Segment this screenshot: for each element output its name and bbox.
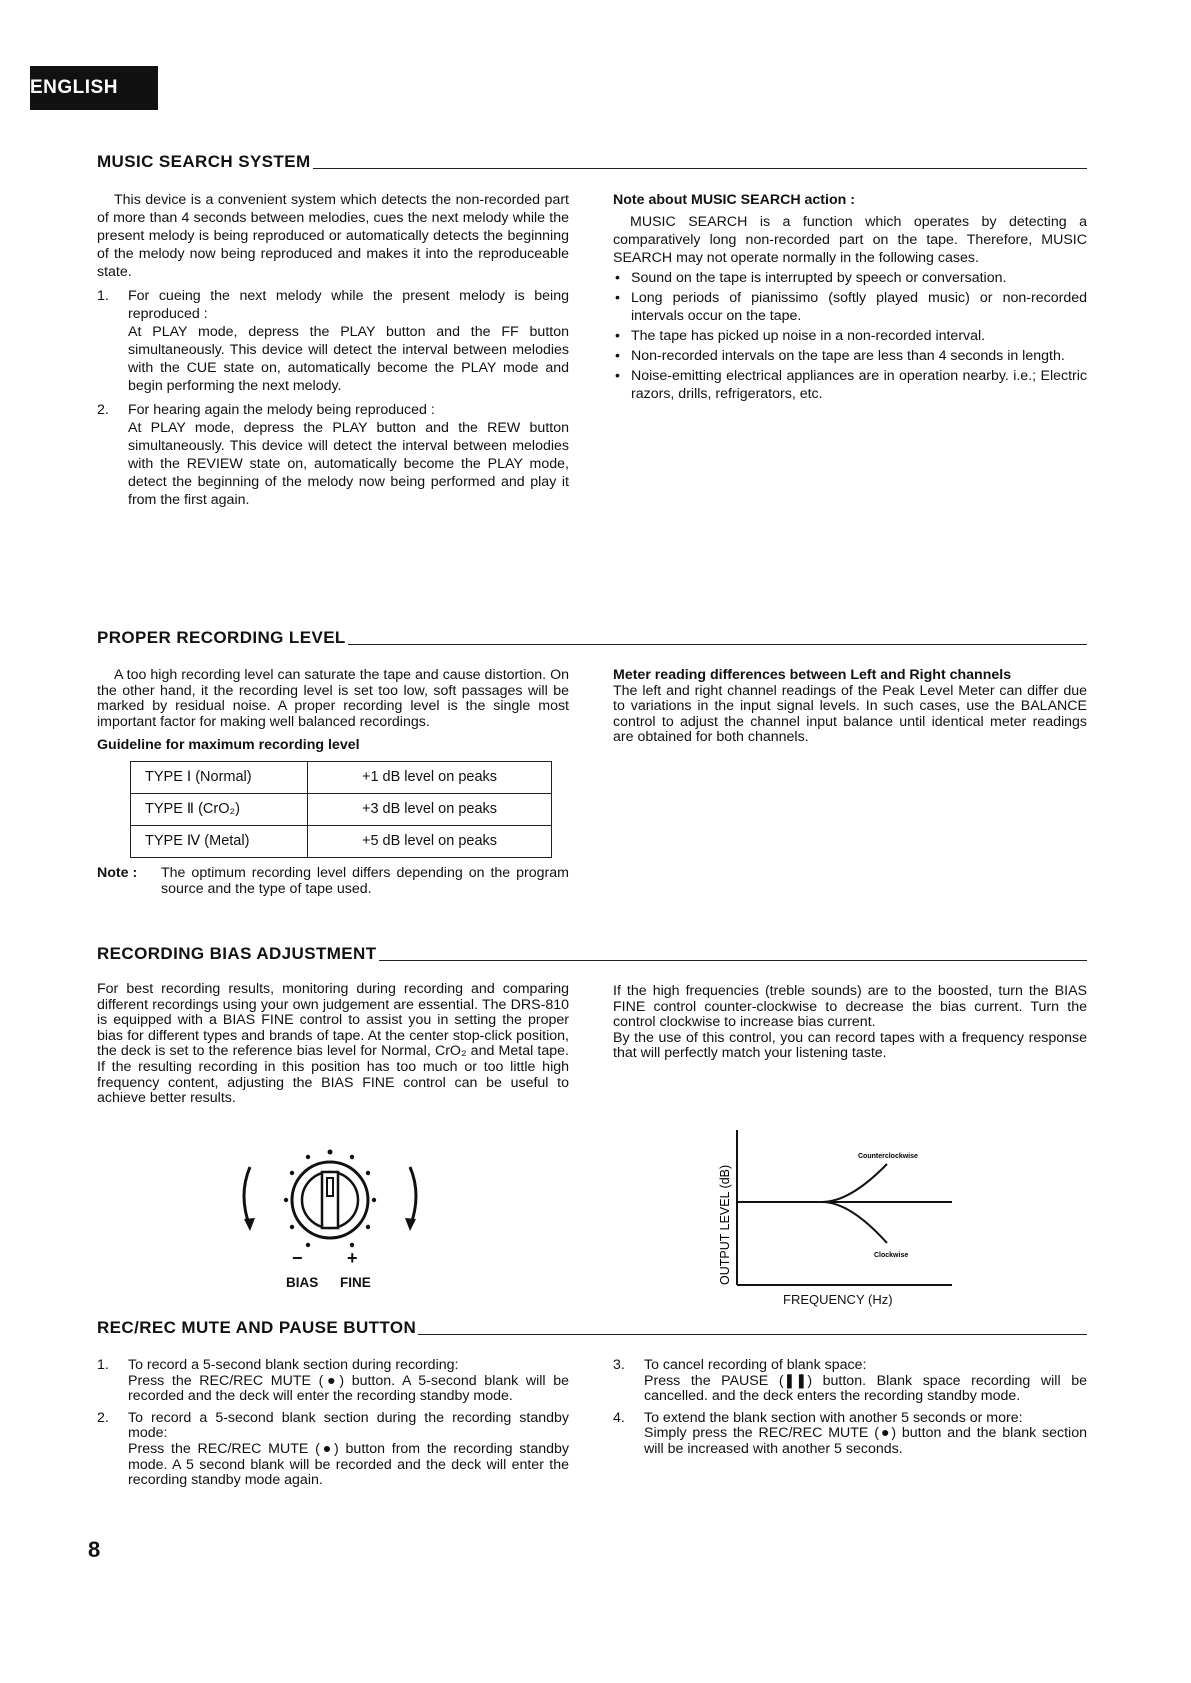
knob-label-bias: BIAS [286,1275,319,1290]
level-cell: +3 dB level on peaks [308,793,552,825]
music-search-note-text: MUSIC SEARCH is a function which operates by detecting a comparatively long non-recorded part on the tape. Therefore, MUSIC SEARCH may not operate normally in the following cases. [613,214,1087,266]
item-lead: For hearing again the melody being reproduced : [128,402,435,418]
item-number: 4. [613,1409,625,1426]
music-search-note-title: Note about MUSIC SEARCH action : [613,192,855,208]
rec-mute-item-2 [97,1411,569,1489]
graph-x-label: FREQUENCY (Hz) [783,1292,893,1307]
knob-dot [290,1171,294,1175]
item-number: 2. [97,1409,109,1426]
heading-rule [379,960,1088,961]
bullet-item: • Non-recorded intervals on the tape are less than 4 seconds in length. [613,347,1087,365]
bullet-item: • Sound on the tape is interrupted by speech or conversation. [613,269,1087,287]
rec-mute-title: REC/REC MUTE AND PAUSE BUTTON [97,1318,417,1337]
meter-text: The left and right channel readings of the Peak Level Meter can differ due to variations in the input signal levels. In such cases, use the BALANCE control to adjust the channel input balance until identical meter readings are obtained for both channels. [613,682,1087,746]
knob-dot [350,1155,354,1159]
item-lead: To record a 5-second blank section during the recording standby mode: [128,1409,569,1442]
knob-dot [328,1150,333,1155]
knob-plus-sign: + [347,1248,358,1268]
recording-level-note [97,866,569,897]
rotate-right-arrow [410,1167,416,1227]
rec-mute-heading [97,1318,1087,1338]
note-label: Note : [97,864,138,881]
bullet-text: Sound on the tape is interrupted by speech or conversation. [631,270,1007,286]
music-search-heading [97,152,1087,172]
tape-type-cell: TYPE Ⅱ (CrO₂) [131,793,308,825]
knob-dot [284,1198,288,1202]
bullet-text: Non-recorded intervals on the tape are less than 4 seconds in length. [631,348,1065,364]
bias-text-right-2: By the use of this control, you can record tapes with a frequency response that will perfectly match your listening taste. [613,1029,1087,1062]
knob-dot [350,1243,354,1247]
recording-level-title: PROPER RECORDING LEVEL [97,628,346,647]
counterclockwise-label: Counterclockwise [858,1153,918,1160]
rotate-right-arrowhead [405,1218,416,1231]
item-text: Press the REC/REC MUTE (●) button. A 5-second blank will be recorded and the deck will enter the recording standby mode. [128,1372,569,1405]
bullet-item: • Noise-emitting electrical appliances are in operation nearby. i.e.; Electric razors, drills, refrigerators, etc. [615,368,1087,402]
music-search-left-column [97,191,569,509]
language-tag-text: ENGLISH [30,77,118,98]
bullet-item: • The tape has picked up noise in a non-recorded interval. [613,327,1087,345]
clockwise-curve [822,1202,887,1243]
knob-grip [322,1172,338,1228]
bias-left-column [97,982,569,1107]
counterclockwise-curve [822,1164,887,1202]
heading-rule [313,168,1087,169]
knob-dot [306,1243,310,1247]
item-number: 1. [97,288,109,304]
item-text: Press the REC/REC MUTE (●) button from the recording standby mode. A 5 second blank will be recorded and the deck will enter the recording standby mode again. [128,1440,569,1489]
item-number: 3. [613,1357,625,1373]
knob-minus-sign: − [292,1248,303,1268]
bullet-text: Noise-emitting electrical appliances are in operation nearby. i.e.; Electric razors, drills, refrigerators, etc. [631,368,1087,402]
item-lead: To cancel recording of blank space: [644,1357,867,1373]
tape-type-cell: TYPE Ⅳ (Metal) [131,825,308,857]
recording-level-right-column [613,668,1087,746]
item-number: 2. [97,402,109,418]
rec-mute-item-3 [613,1358,1087,1405]
knob-dot [306,1155,310,1159]
rec-mute-item-1 [97,1358,569,1405]
knob-dot [372,1198,376,1202]
music-search-intro: This device is a convenient system which detects the non-recorded part of more than 4 seconds between melodies, cues the next melody while the present melody is being reproduced or automatically detects the beginning of the melody now being reproduced and makes it into the reproduceable state. [97,192,569,280]
language-tag [30,66,158,110]
tape-type-cell: TYPE Ⅰ (Normal) [131,761,308,793]
heading-rule [348,644,1087,645]
bias-title: RECORDING BIAS ADJUSTMENT [97,944,377,963]
rotate-left-arrowhead [244,1218,255,1231]
guideline-table [130,761,552,858]
item-text: Simply press the REC/REC MUTE (●) button and the blank section will be increased with another 5 seconds. [644,1425,1087,1457]
rec-mute-right-column [613,1352,1087,1458]
graph-y-label: OUTPUT LEVEL (dB) [718,1164,732,1285]
table-row [131,793,552,825]
knob-dot [290,1225,294,1229]
item-lead: To record a 5-second blank section during recording: [128,1357,459,1373]
table-row [131,825,552,857]
bias-right-column [613,984,1087,1062]
page-number: 8 [88,1537,101,1562]
item-lead: For cueing the next melody while the present melody is being reproduced : [128,288,569,322]
bullet-item: • Long periods of pianissimo (softly played music) or non-recorded intervals occur on the tape. [615,290,1087,324]
item-text: At PLAY mode, depress the PLAY button and the REW button simultaneously. This device will detect the interval between melodies with the REVIEW state on, automatically become the PLAY mode, detect the beginning of the melody now being performed and play it from the first again. [128,420,569,508]
guideline-title: Guideline for maximum recording level [97,737,360,754]
music-search-item-2 [97,401,569,509]
bias-heading [97,944,1087,964]
bullet-text: Long periods of pianissimo (softly played music) or non-recorded intervals occur on the tape. [631,290,1087,324]
rec-mute-item-4 [613,1411,1087,1458]
rotate-left-arrow [244,1167,250,1227]
recording-level-heading [97,628,1087,648]
item-text: Press the PAUSE (❚❚) button. Blank space recording will be cancelled. and the deck enters the recording standby mode. [644,1372,1087,1405]
meter-title: Meter reading differences between Left and Right channels [613,667,1012,683]
music-search-title: MUSIC SEARCH SYSTEM [97,152,311,171]
item-lead: To extend the blank section with another 5 seconds or more: [644,1409,1023,1426]
music-search-item-1 [97,287,569,395]
bullet-text: The tape has picked up noise in a non-recorded interval. [631,328,986,344]
bias-text-left: For best recording results, monitoring during recording and comparing different recordings using your own judgement are essential. The DRS-810 is equipped with a BIAS FINE control to assist you in setting the proper bias for different types and brands of tape. At the center stop-click position, the deck is set to the reference bias level for Normal, CrO₂ and Metal tape. If the resulting recording in this position has too much or too little high frequency content, adjusting the BIAS FINE control can be useful to achieve better results. [97,981,569,1107]
frequency-response-graph [712,1128,962,1288]
bias-fine-knob-illustration [230,1145,430,1255]
knob-dot [366,1225,370,1229]
bias-text-right-1: If the high frequencies (treble sounds) are to the boosted, turn the BIAS FINE control counter-clockwise to decrease the bias current. Turn the control clockwise to increase bias current. [613,983,1087,1031]
recording-level-left-column [97,668,569,897]
item-text: At PLAY mode, depress the PLAY button and the FF button simultaneously. This device will detect the interval between melodies with the CUE state on, automatically become the PLAY mode and begin performing the next melody. [128,324,569,394]
item-number: 1. [97,1357,109,1373]
level-cell: +1 dB level on peaks [308,761,552,793]
note-text: The optimum recording level differs depending on the program source and the type of tape used. [161,864,569,897]
table-row [131,761,552,793]
heading-rule [418,1334,1087,1335]
level-cell: +5 dB level on peaks [308,825,552,857]
knob-label-fine: FINE [340,1275,371,1290]
rec-mute-left-column [97,1352,569,1489]
recording-level-text: A too high recording level can saturate the tape and cause distortion. On the other hand, it the recording level is set too low, soft passages will be marked by residual noise. A proper recording level is the single most important factor for making well balanced recordings. [97,667,569,730]
music-search-right-column [613,191,1087,403]
clockwise-label: Clockwise [874,1252,909,1259]
knob-dot [366,1171,370,1175]
